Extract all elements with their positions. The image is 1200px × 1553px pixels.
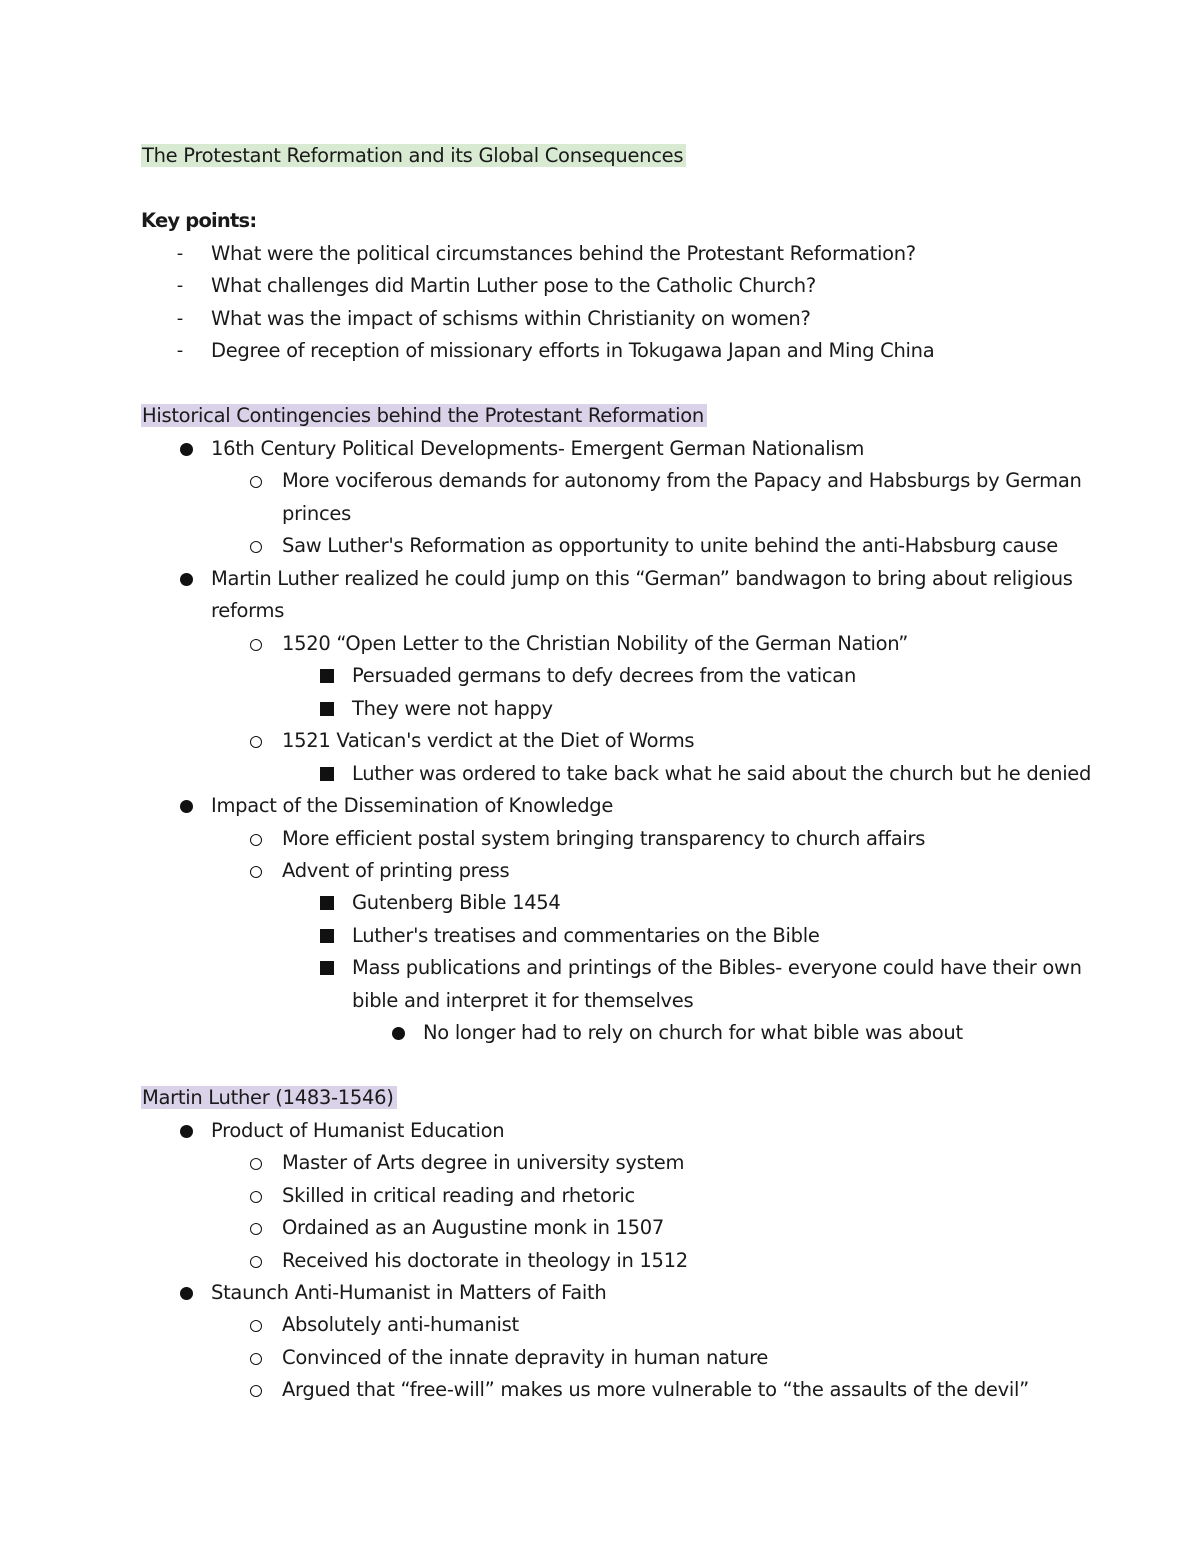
square-bullet-icon	[315, 952, 339, 984]
list-item: Ordained as an Augustine monk in 1507	[282, 1216, 665, 1239]
list-item: 16th Century Political Developments- Emergent German Nationalism	[211, 437, 865, 460]
hollow-bullet-icon	[244, 1245, 268, 1277]
list-item-continuation: princes	[282, 502, 351, 525]
list-item: 1521 Vatican's verdict at the Diet of Worms	[282, 729, 695, 752]
hollow-bullet-icon	[244, 1309, 268, 1341]
dash-marker: -	[176, 308, 184, 329]
list-item: Staunch Anti-Humanist in Matters of Faith	[211, 1281, 607, 1304]
square-bullet-icon	[315, 920, 339, 952]
hollow-bullet-icon	[244, 1342, 268, 1374]
list-item: Received his doctorate in theology in 1512	[282, 1249, 688, 1272]
hollow-bullet-icon	[244, 725, 268, 757]
list-item: Impact of the Dissemination of Knowledge	[211, 794, 614, 817]
list-item: More vociferous demands for autonomy from the Papacy and Habsburgs by German	[282, 469, 1082, 492]
list-item: Argued that “free-will” makes us more vulnerable to “the assaults of the devil”	[282, 1378, 1029, 1401]
filled-bullet-icon	[174, 1277, 198, 1309]
list-item-continuation: bible and interpret it for themselves	[352, 989, 694, 1012]
dash-marker: -	[176, 340, 184, 361]
hollow-bullet-icon	[244, 465, 268, 497]
list-item: No longer had to rely on church for what bible was about	[423, 1021, 963, 1044]
list-item: They were not happy	[352, 697, 553, 720]
hollow-bullet-icon	[244, 1374, 268, 1406]
filled-bullet-icon	[174, 563, 198, 595]
list-item: Persuaded germans to defy decrees from the vatican	[352, 664, 857, 687]
list-item-continuation: reforms	[211, 599, 285, 622]
list-item: Absolutely anti-humanist	[282, 1313, 519, 1336]
list-item: Convinced of the innate depravity in human nature	[282, 1346, 769, 1369]
key-points-heading: Key points:	[141, 209, 257, 232]
hollow-bullet-icon	[244, 628, 268, 660]
filled-bullet-icon	[386, 1017, 410, 1049]
list-item: Master of Arts degree in university system	[282, 1151, 685, 1174]
key-point-item: What challenges did Martin Luther pose to the Catholic Church?	[211, 274, 816, 297]
list-item: Advent of printing press	[282, 859, 510, 882]
square-bullet-icon	[315, 758, 339, 790]
list-item: Gutenberg Bible 1454	[352, 891, 561, 914]
list-item: Saw Luther's Reformation as opportunity to unite behind the anti-Habsburg cause	[282, 534, 1058, 557]
hollow-bullet-icon	[244, 823, 268, 855]
hollow-bullet-icon	[244, 1147, 268, 1179]
filled-bullet-icon	[174, 433, 198, 465]
hollow-bullet-icon	[244, 855, 268, 887]
key-point-item: Degree of reception of missionary efforts in Tokugawa Japan and Ming China	[211, 339, 935, 362]
key-point-item: What were the political circumstances behind the Protestant Reformation?	[211, 242, 916, 265]
list-item: Product of Humanist Education	[211, 1119, 505, 1142]
hollow-bullet-icon	[244, 530, 268, 562]
list-item: Skilled in critical reading and rhetoric	[282, 1184, 635, 1207]
section-heading-martin-luther: Martin Luther (1483-1546)	[141, 1082, 397, 1114]
list-item: Martin Luther realized he could jump on this “German” bandwagon to bring about religious	[211, 567, 1073, 590]
hollow-bullet-icon	[244, 1212, 268, 1244]
filled-bullet-icon	[174, 790, 198, 822]
key-point-item: What was the impact of schisms within Christianity on women?	[211, 307, 811, 330]
list-item: Luther was ordered to take back what he said about the church but he denied	[352, 762, 1092, 785]
square-bullet-icon	[315, 660, 339, 692]
document-title: The Protestant Reformation and its Global Consequences	[141, 140, 686, 172]
square-bullet-icon	[315, 887, 339, 919]
filled-bullet-icon	[174, 1115, 198, 1147]
section-heading-historical-contingencies: Historical Contingencies behind the Protestant Reformation	[141, 400, 707, 432]
dash-marker: -	[176, 243, 184, 264]
hollow-bullet-icon	[244, 1180, 268, 1212]
list-item: More efficient postal system bringing transparency to church affairs	[282, 827, 926, 850]
dash-marker: -	[176, 275, 184, 296]
list-item: 1520 “Open Letter to the Christian Nobility of the German Nation”	[282, 632, 909, 655]
list-item: Luther's treatises and commentaries on the Bible	[352, 924, 820, 947]
square-bullet-icon	[315, 693, 339, 725]
list-item: Mass publications and printings of the Bibles- everyone could have their own	[352, 956, 1082, 979]
